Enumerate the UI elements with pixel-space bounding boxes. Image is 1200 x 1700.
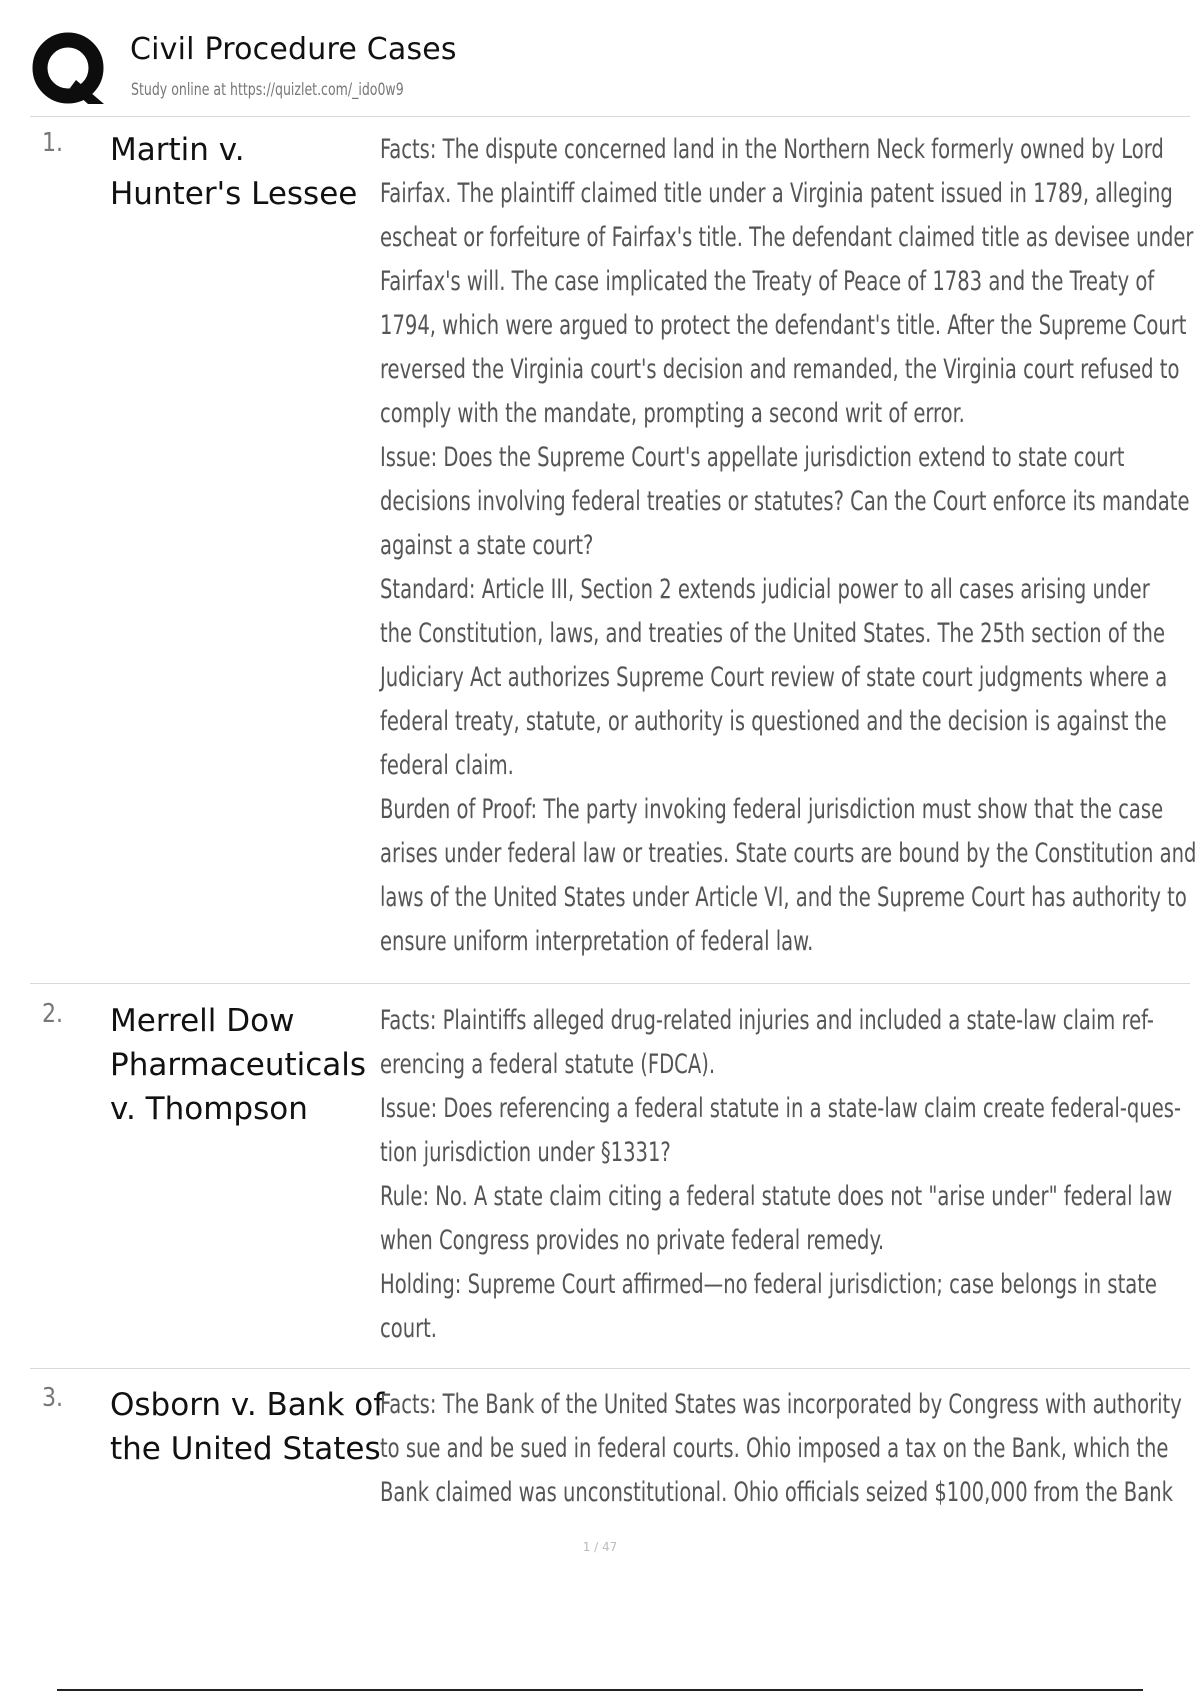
term-line: Martin v.: [110, 132, 245, 168]
definition-line: Issue: Does referencing a federal statute in a state-law claim create federal-ques-: [380, 1093, 1182, 1124]
definition-line: Fairfax's will. The case implicated the Treaty of Peace of 1783 and the Treaty of: [380, 266, 1155, 297]
term-line: Osborn v. Bank of: [110, 1387, 385, 1423]
definition-line: Facts: The Bank of the United States was incorporated by Congress with authority: [380, 1389, 1182, 1420]
definition-line: Bank claimed was unconstitutional. Ohio officials seized $100,000 from the Bank: [380, 1477, 1173, 1508]
term-line: Pharmaceuticals: [110, 1047, 367, 1083]
study-online-link-text: Study online at https://quizlet.com/_ido0w9: [131, 80, 404, 100]
document-title: Civil Procedure Cases: [130, 32, 457, 67]
card-term: [110, 1383, 385, 1471]
definition-line: decisions involving federal treaties or statutes? Can the Court enforce its mandate: [380, 486, 1190, 517]
card-definition: [380, 999, 1182, 1351]
card-term: [110, 999, 380, 1131]
card-number: 2.: [42, 999, 64, 1029]
definition-line: escheat or forfeiture of Fairfax's title. The defendant claimed title as devisee under: [380, 222, 1194, 253]
definition-line: tion jurisdiction under §1331?: [380, 1137, 671, 1168]
card-definition: [380, 1383, 1182, 1515]
definition-line: Burden of Proof: The party invoking federal jurisdiction must show that the case: [380, 794, 1164, 825]
definition-line: reversed the Virginia court's decision and remanded, the Virginia court refused to: [380, 354, 1180, 385]
definition-line: Judiciary Act authorizes Supreme Court review of state court judgments where a: [380, 662, 1168, 693]
quizlet-q-logo: [32, 32, 106, 106]
definition-line: 1794, which were argued to protect the defendant's title. After the Supreme Court: [380, 310, 1187, 341]
definition-line: Facts: The dispute concerned land in the Northern Neck formerly owned by Lord: [380, 134, 1164, 165]
definition-line: when Congress provides no private federal remedy.: [380, 1225, 885, 1256]
definition-line: Rule: No. A state claim citing a federal statute does not "arise under" federal law: [380, 1181, 1173, 1212]
definition-line: laws of the United States under Article VI, and the Supreme Court has authority to: [380, 882, 1187, 913]
definition-line: the Constitution, laws, and treaties of the United States. The 25th section of the: [380, 618, 1165, 649]
card-divider: [30, 1368, 1190, 1369]
definition-line: ensure uniform interpretation of federal law.: [380, 926, 814, 957]
definition-line: federal treaty, statute, or authority is questioned and the decision is against the: [380, 706, 1167, 737]
definition-line: Facts: Plaintiffs alleged drug-related injuries and included a state-law claim ref-: [380, 1005, 1154, 1036]
definition-line: Holding: Supreme Court affirmed—no federal jurisdiction; case belongs in state: [380, 1269, 1157, 1300]
definition-line: Standard: Article III, Section 2 extends judicial power to all cases arising under: [380, 574, 1150, 605]
term-line: v. Thompson: [110, 1091, 308, 1127]
card-number: 3.: [42, 1383, 64, 1413]
definition-line: Fairfax. The plaintiff claimed title under a Virginia patent issued in 1789, alleging: [380, 178, 1173, 209]
definition-line: federal claim.: [380, 750, 514, 781]
card-number: 1.: [42, 128, 64, 158]
definition-line: to sue and be sued in federal courts. Ohio imposed a tax on the Bank, which the: [380, 1433, 1169, 1464]
definition-line: Issue: Does the Supreme Court's appellate jurisdiction extend to state court: [380, 442, 1125, 473]
page-bottom-rule: [57, 1689, 1143, 1691]
definition-line: court.: [380, 1313, 438, 1344]
term-line: Merrell Dow: [110, 1003, 295, 1039]
card-divider: [30, 983, 1190, 984]
definition-line: against a state court?: [380, 530, 594, 561]
card-definition: [380, 128, 1197, 964]
definition-line: erencing a federal statute (FDCA).: [380, 1049, 716, 1080]
card-term: [110, 128, 380, 216]
definition-line: comply with the mandate, prompting a second writ of error.: [380, 398, 965, 429]
definition-line: arises under federal law or treaties. State courts are bound by the Constitution and: [380, 838, 1197, 869]
page-number: 1 / 47: [582, 1540, 618, 1554]
term-line: the United States: [110, 1431, 381, 1467]
header-divider: [30, 116, 1190, 117]
document-header: [30, 30, 1190, 110]
term-line: Hunter's Lessee: [110, 176, 358, 212]
